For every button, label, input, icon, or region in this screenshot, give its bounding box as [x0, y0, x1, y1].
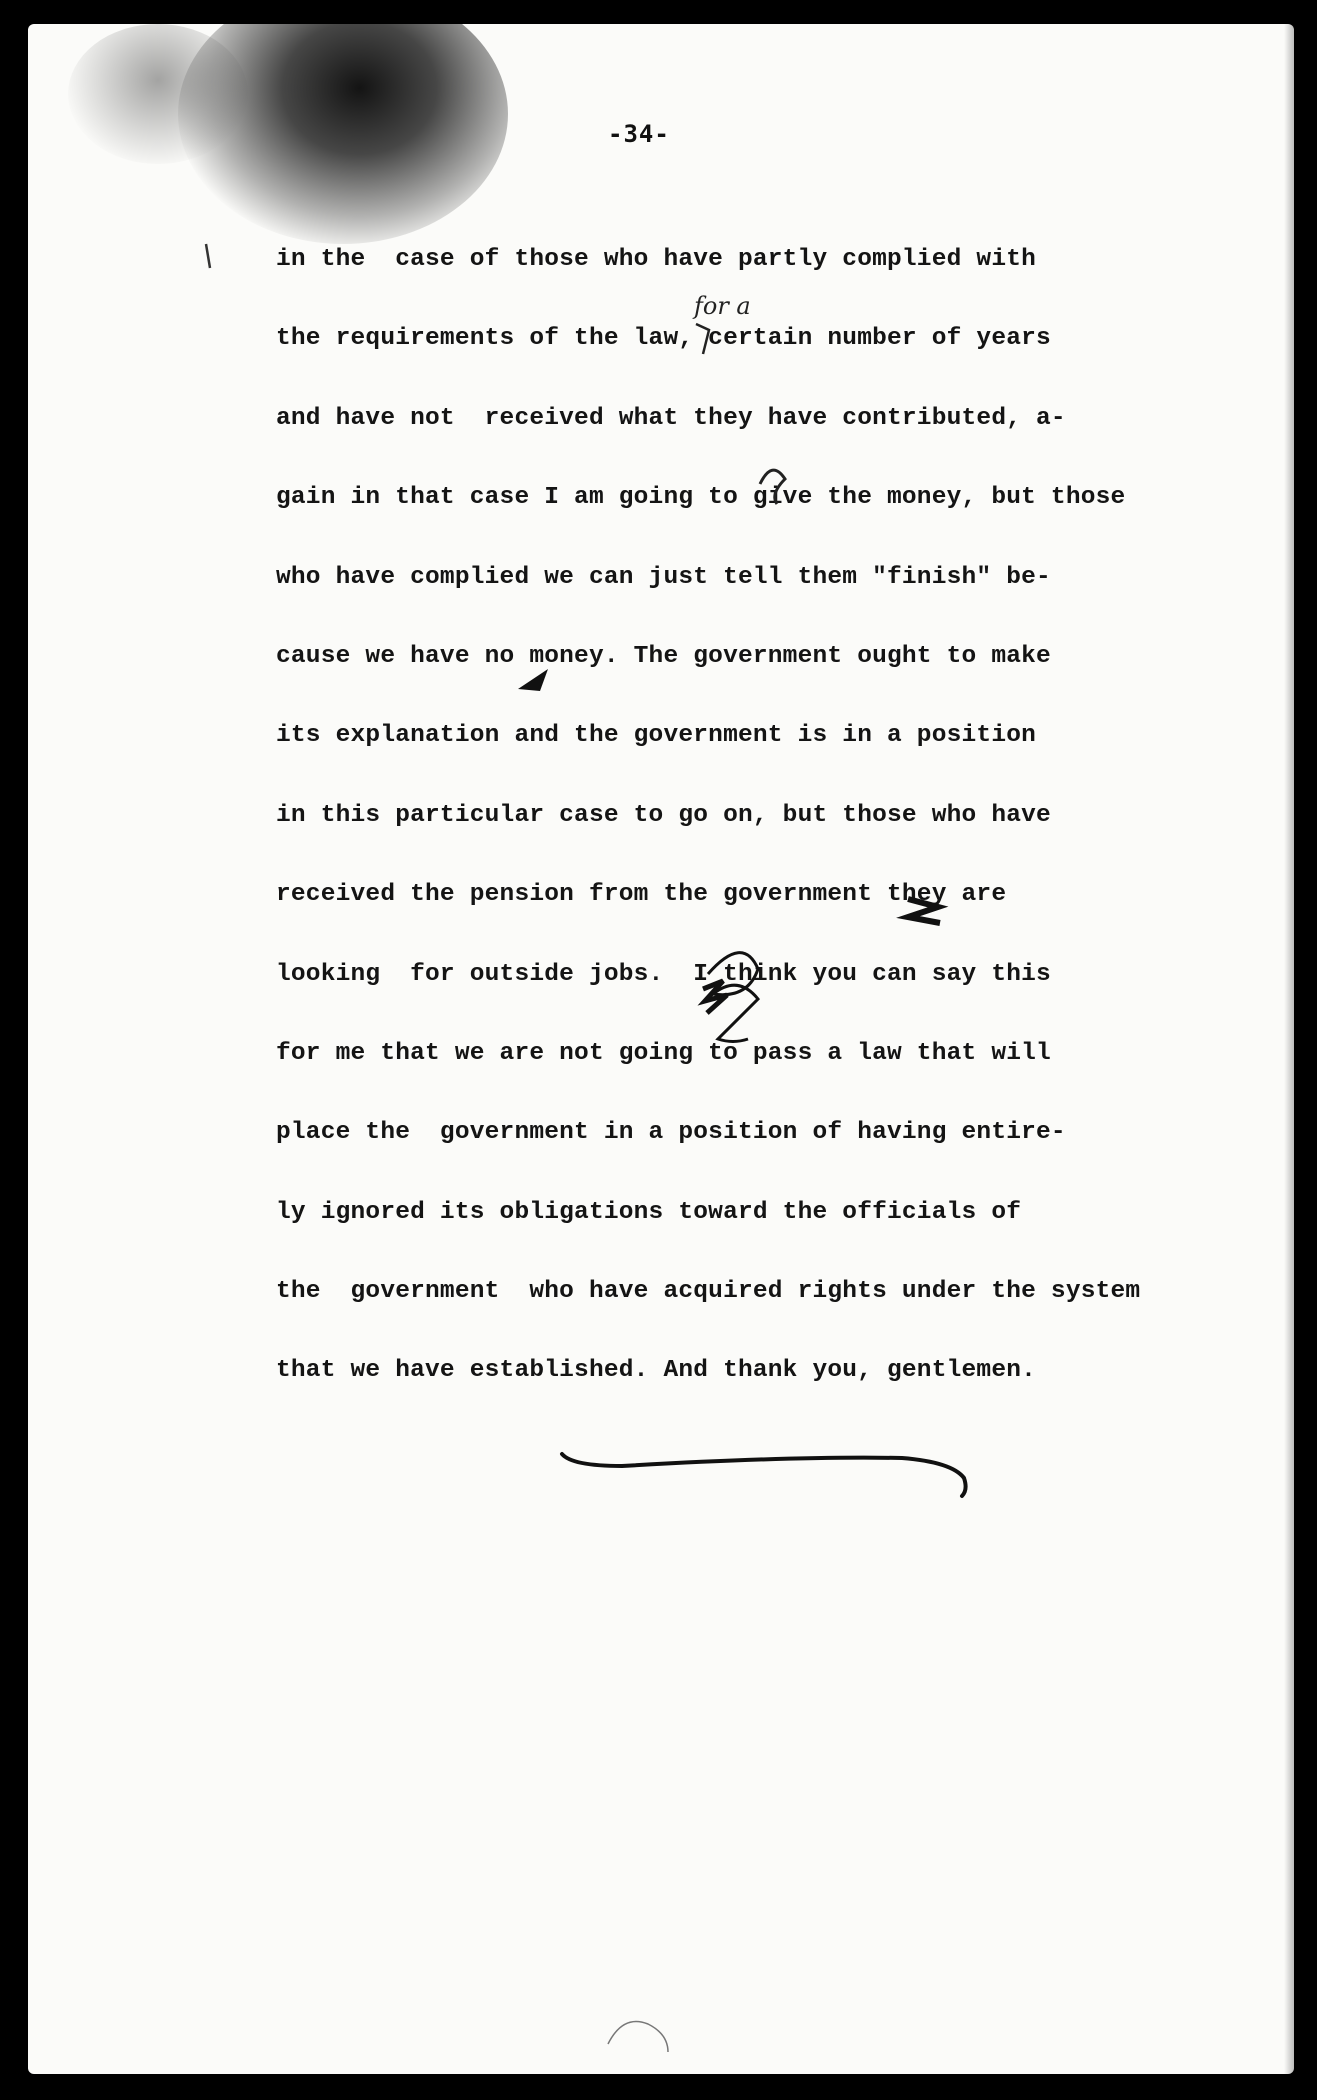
text-line: for me that we are not going to pass a law that will	[276, 1039, 1051, 1067]
margin-tick	[206, 244, 210, 268]
text-line: in the case of those who have partly complied with	[276, 246, 1037, 273]
text-line: place the government in a position of having entire-	[276, 1119, 1066, 1147]
text-line: cause we have no money. The government ought to make	[276, 642, 1051, 670]
page-number: -34-	[608, 120, 670, 148]
text-line: in this particular case to go on, but those who have	[276, 801, 1051, 829]
faint-pencil-mark	[608, 2022, 668, 2053]
text-line: that we have established. And thank you, gentlemen.	[276, 1357, 1037, 1385]
text-line: the government who have acquired rights under the system	[276, 1278, 1141, 1306]
text-line: received the pension from the government they are	[276, 881, 1007, 909]
handwritten-marks	[28, 24, 1294, 2074]
strikeout-mark	[703, 981, 727, 1013]
text-line: ly ignored its obligations toward the officials of	[276, 1198, 1022, 1226]
document-page	[28, 24, 1294, 2074]
text-line: looking for outside jobs. I think you can say this	[276, 960, 1051, 988]
text-line: and have not received what they have contributed, a-	[276, 404, 1066, 432]
correction-mark	[760, 470, 785, 504]
closing-flourish-line	[562, 1454, 966, 1496]
ink-blot	[518, 669, 548, 691]
text-line: gain in that case I am going to give the money, but those	[276, 484, 1126, 512]
insertion-caret	[696, 324, 709, 354]
strikeout-mark	[908, 899, 940, 923]
text-line: who have complied we can just tell them "finish" be-	[276, 563, 1051, 591]
handwritten-insertion: for a	[694, 292, 751, 320]
text-line: the requirements of the law, certain number of years	[276, 325, 1051, 353]
text-line: its explanation and the government is in a position	[276, 722, 1037, 750]
